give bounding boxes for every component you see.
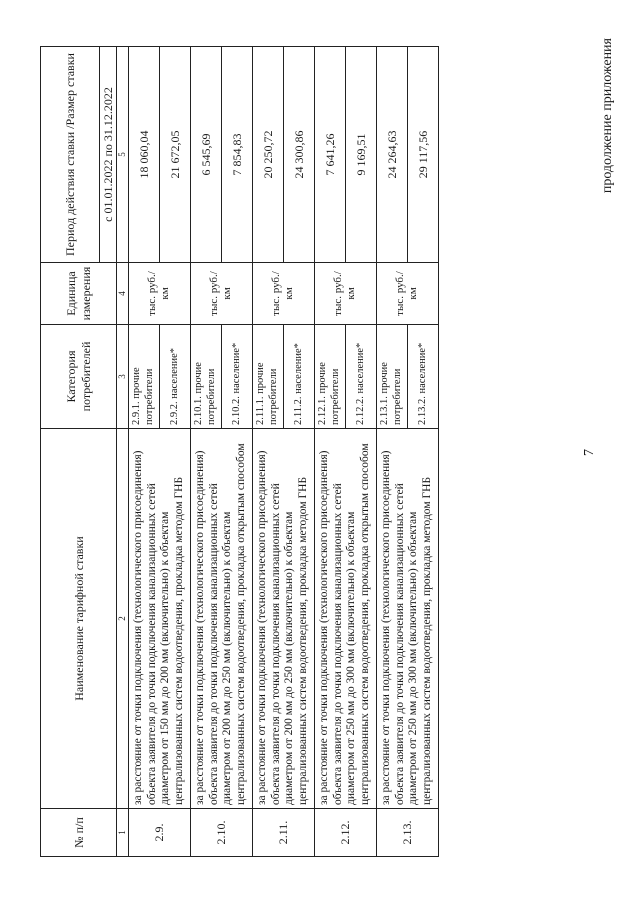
row-number: 2.13.: [376, 809, 438, 857]
rate-name: за расстояние от точки подключения (технологического присоединения) объекта заявителя до точки подключения канализационных сетей диаметром от 150 мм до 200 мм (включительно) к объектам централизованных систем водоотведения, прокладка методом ГНБ: [128, 429, 190, 809]
row-number: 2.10.: [190, 809, 252, 857]
header-period: с 01.01.2022 по 31.12.2022: [100, 47, 117, 263]
table-row: [376, 47, 407, 857]
header-name: Наименование тарифной ставки: [41, 429, 117, 809]
rate-value: 7 641,26: [314, 47, 345, 263]
rate-value: 20 250,72: [252, 47, 283, 263]
consumer-category: 2.9.1. прочие потребители: [128, 325, 159, 429]
row-number: 2.11.: [252, 809, 314, 857]
table-row: [252, 47, 283, 857]
column-index: 3: [117, 325, 129, 429]
consumer-category: 2.12.1. прочие потребители: [314, 325, 345, 429]
column-index: 5: [117, 47, 129, 263]
unit: тыс. руб./км: [190, 263, 252, 325]
unit: тыс. руб./км: [128, 263, 190, 325]
column-index: 1: [117, 809, 129, 857]
table-row: [314, 47, 345, 857]
header-num: № п/п: [41, 809, 117, 857]
column-index-row: [117, 47, 129, 857]
row-number: 2.9.: [128, 809, 190, 857]
rate-value: 21 672,05: [159, 47, 190, 263]
consumer-category: 2.11.1. прочие потребители: [252, 325, 283, 429]
tariff-table: [40, 46, 439, 857]
table-row: [128, 47, 159, 857]
consumer-category: 2.13.1. прочие потребители: [376, 325, 407, 429]
column-index: 2: [117, 429, 129, 809]
rate-value: 18 060,04: [128, 47, 159, 263]
table-header-row: [41, 47, 100, 857]
page-number: 7: [582, 449, 597, 456]
unit: тыс. руб./км: [376, 263, 438, 325]
header-category: Категория потребителей: [41, 325, 117, 429]
rate-value: 24 264,63: [376, 47, 407, 263]
column-index: 4: [117, 263, 129, 325]
rate-name: за расстояние от точки подключения (технологического присоединения) объекта заявителя до точки подключения канализационных сетей диаметром от 200 мм до 250 мм (включительно) к объектам централизованных систем водоотведения, прокладка методом ГНБ: [252, 429, 314, 809]
consumer-category: 2.11.2. население*: [283, 325, 314, 429]
rate-name: за расстояние от точки подключения (технологического присоединения) объекта заявителя до точки подключения канализационных сетей диаметром от 250 мм до 300 мм (включительно) к объектам централизованных систем водоотведения, прокладка открытым способом: [314, 429, 376, 809]
rate-value: 29 117,56: [407, 47, 438, 263]
header-period-title: Период действия ставки /Размер ставки: [41, 47, 100, 263]
unit: тыс. руб./км: [252, 263, 314, 325]
rate-value: 9 169,51: [345, 47, 376, 263]
consumer-category: 2.9.2. население*: [159, 325, 190, 429]
consumer-category: 2.12.2. население*: [345, 325, 376, 429]
rate-value: 6 545,69: [190, 47, 221, 263]
consumer-category: 2.10.1. прочие потребители: [190, 325, 221, 429]
header-unit: Единица измерения: [41, 263, 117, 325]
rate-name: за расстояние от точки подключения (технологического присоединения) объекта заявителя до точки подключения канализационных сетей диаметром от 200 мм до 250 мм (включительно) к объектам централизованных систем водоотведения, прокладка открытым способом: [190, 429, 252, 809]
row-number: 2.12.: [314, 809, 376, 857]
rate-value: 7 854,83: [221, 47, 252, 263]
rate-name: за расстояние от точки подключения (технологического присоединения) объекта заявителя до точки подключения канализационных сетей диаметром от 250 мм до 300 мм (включительно) к объектам централизованных систем водоотведения, прокладка методом ГНБ: [376, 429, 438, 809]
rate-value: 24 300,86: [283, 47, 314, 263]
consumer-category: 2.13.2. население*: [407, 325, 438, 429]
unit: тыс. руб./км: [314, 263, 376, 325]
table-row: [190, 47, 221, 857]
consumer-category: 2.10.2. население*: [221, 325, 252, 429]
appendix-continuation-note: продолжение приложения: [600, 38, 615, 194]
